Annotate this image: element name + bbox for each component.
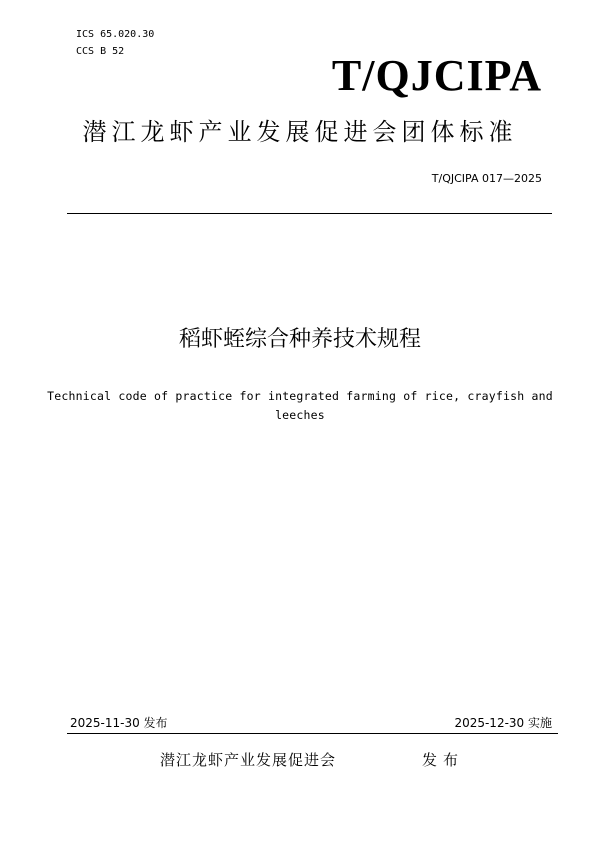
standard-number: T/QJCIPA 017—2025 — [431, 172, 542, 185]
standard-code-logo: T/QJCIPA — [331, 51, 542, 100]
ccs-code: CCS B 52 — [76, 46, 125, 57]
document-title-english: Technical code of practice for integrated farming of rice, crayfish and leeches — [47, 389, 553, 422]
ics-code: ICS 65.020.30 — [76, 29, 155, 40]
organization-title: 潜江龙虾产业发展促进会团体标准 — [82, 118, 518, 146]
issuing-organization: 潜江龙虾产业发展促进会 — [160, 751, 337, 769]
implement-date: 2025-12-30 实施 — [454, 716, 552, 730]
document-title-chinese: 稻虾蛭综合种养技术规程 — [178, 327, 421, 352]
publish-date: 2025-11-30 发布 — [70, 716, 168, 730]
issue-label: 发布 — [422, 751, 465, 769]
bottom-divider — [67, 733, 558, 734]
top-divider — [67, 213, 552, 214]
